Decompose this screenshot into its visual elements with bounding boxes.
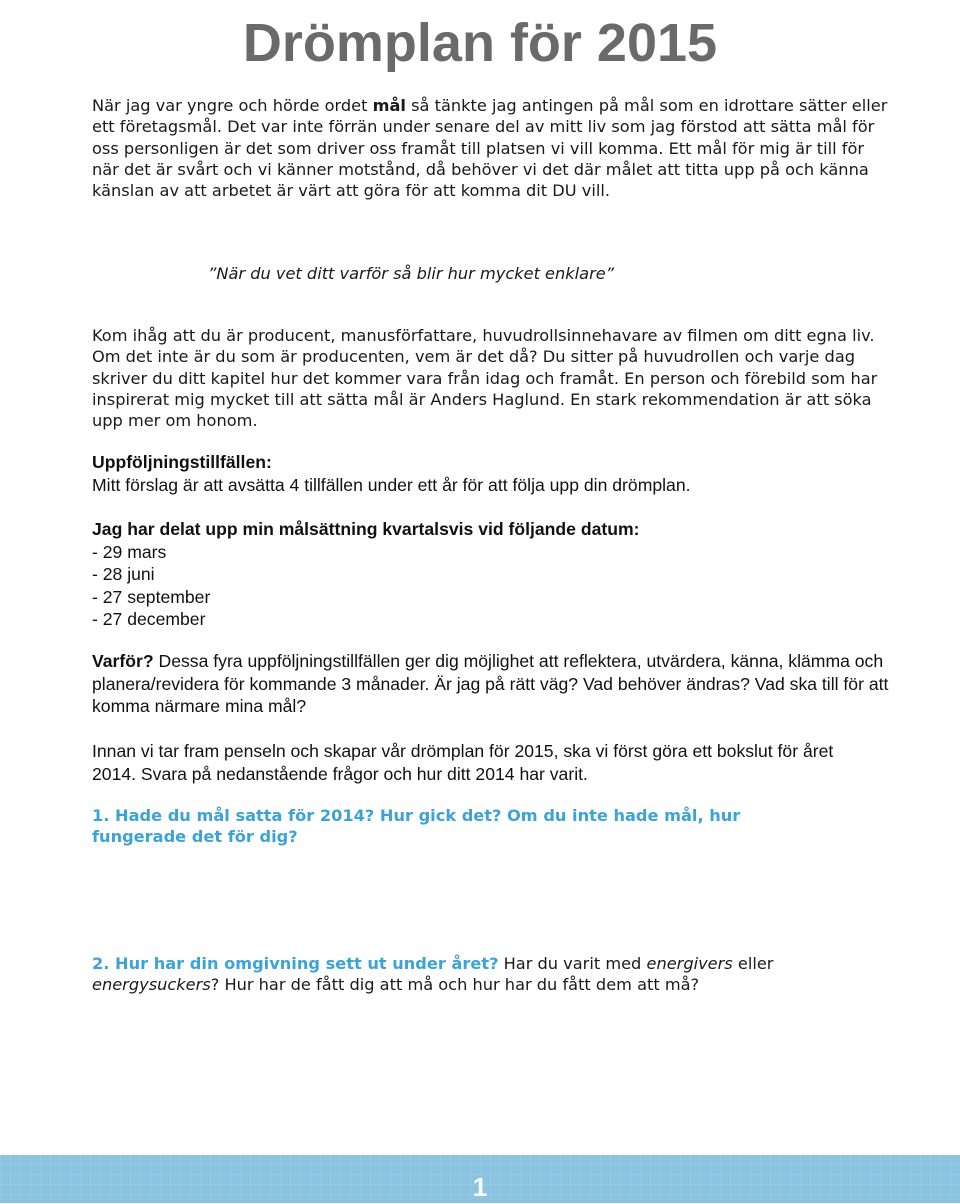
date-item: - 29 mars bbox=[92, 541, 167, 562]
quarterly-section bbox=[92, 518, 892, 631]
intro-text-start: När jag var yngre och hörde ordet bbox=[92, 96, 373, 115]
question-2-heading: 2. Hur har din omgivning sett ut under året? bbox=[92, 954, 499, 973]
why-paragraph bbox=[92, 650, 892, 718]
why-text: Dessa fyra uppföljningstillfällen ger dig möjlighet att reflektera, utvärdera, känna, klämma och planera/revidera för kommande 3 månader. Är jag på rätt väg? Vad behöver ändras? Vad ska till för att komma närmare mina mål? bbox=[92, 651, 889, 717]
closing-paragraph: Innan vi tar fram penseln och skapar vår drömplan för 2015, ska vi först göra ett bokslut för året 2014. Svara på nedanstående frågor och hur ditt 2014 har varit. bbox=[92, 741, 834, 784]
quarterly-heading: Jag har delat upp min målsättning kvartalsvis vid följande datum: bbox=[92, 519, 640, 539]
date-item: - 27 september bbox=[92, 586, 211, 607]
followup-heading: Uppföljningstillfällen: bbox=[92, 452, 272, 472]
intro-text-rest: så tänkte jag antingen på mål som en idrottare sätter eller ett företagsmål. Det var inte förrän under senare del av mitt liv som jag förstod att sätta mål för oss personligen är det som driver oss framåt till platsen vi vill komma. Ett mål för mig är till för när det är svårt och vi känner motstånd, då behöver vi det där målet att titta upp på och känna känslan av att arbetet är värt att göra för att komma dit DU vill. bbox=[92, 96, 888, 201]
date-item: - 27 december bbox=[92, 609, 206, 630]
page-title: Drömplan för 2015 bbox=[242, 13, 718, 73]
question-2 bbox=[92, 953, 892, 996]
question-2-text-c: ? Hur har de fått dig att må och hur har du fått dem att må? bbox=[210, 975, 700, 995]
question-2-text-a: Har du varit med bbox=[498, 954, 647, 973]
why-label: Varför? bbox=[92, 651, 154, 671]
date-item: - 28 juni bbox=[92, 564, 155, 585]
intro-paragraph bbox=[92, 95, 892, 201]
question-2-em-energysuckers: energysuckers bbox=[92, 975, 211, 995]
question-2-text-b: eller bbox=[732, 954, 774, 973]
question-1: 1. Hade du mål satta för 2014? Hur gick det? Om du inte hade mål, hur fungerade det för dig? bbox=[92, 806, 741, 847]
followup-text: Mitt förslag är att avsätta 4 tillfällen under ett år för att följa upp din drömplan. bbox=[92, 474, 691, 495]
page-number: 1 bbox=[472, 1172, 488, 1202]
quote: ”När du vet ditt varför så blir hur mycket enklare” bbox=[208, 264, 615, 283]
followup-section bbox=[92, 451, 892, 496]
producer-paragraph: Kom ihåg att du är producent, manusförfattare, huvudrollsinnehavare av filmen om ditt egna liv. Om det inte är du som är producenten, vem är det då? Du sitter på huvudrollen och varje dag skriver du ditt kapitel hur det kommer vara från idag och framåt. En person och förebild som har inspirerat mig mycket till att sätta mål är Anders Haglund. En stark rekommendation är att söka upp mer om honom. bbox=[92, 326, 878, 431]
question-2-em-energivers: energivers bbox=[646, 954, 733, 973]
intro-bold-word: mål bbox=[372, 96, 406, 115]
